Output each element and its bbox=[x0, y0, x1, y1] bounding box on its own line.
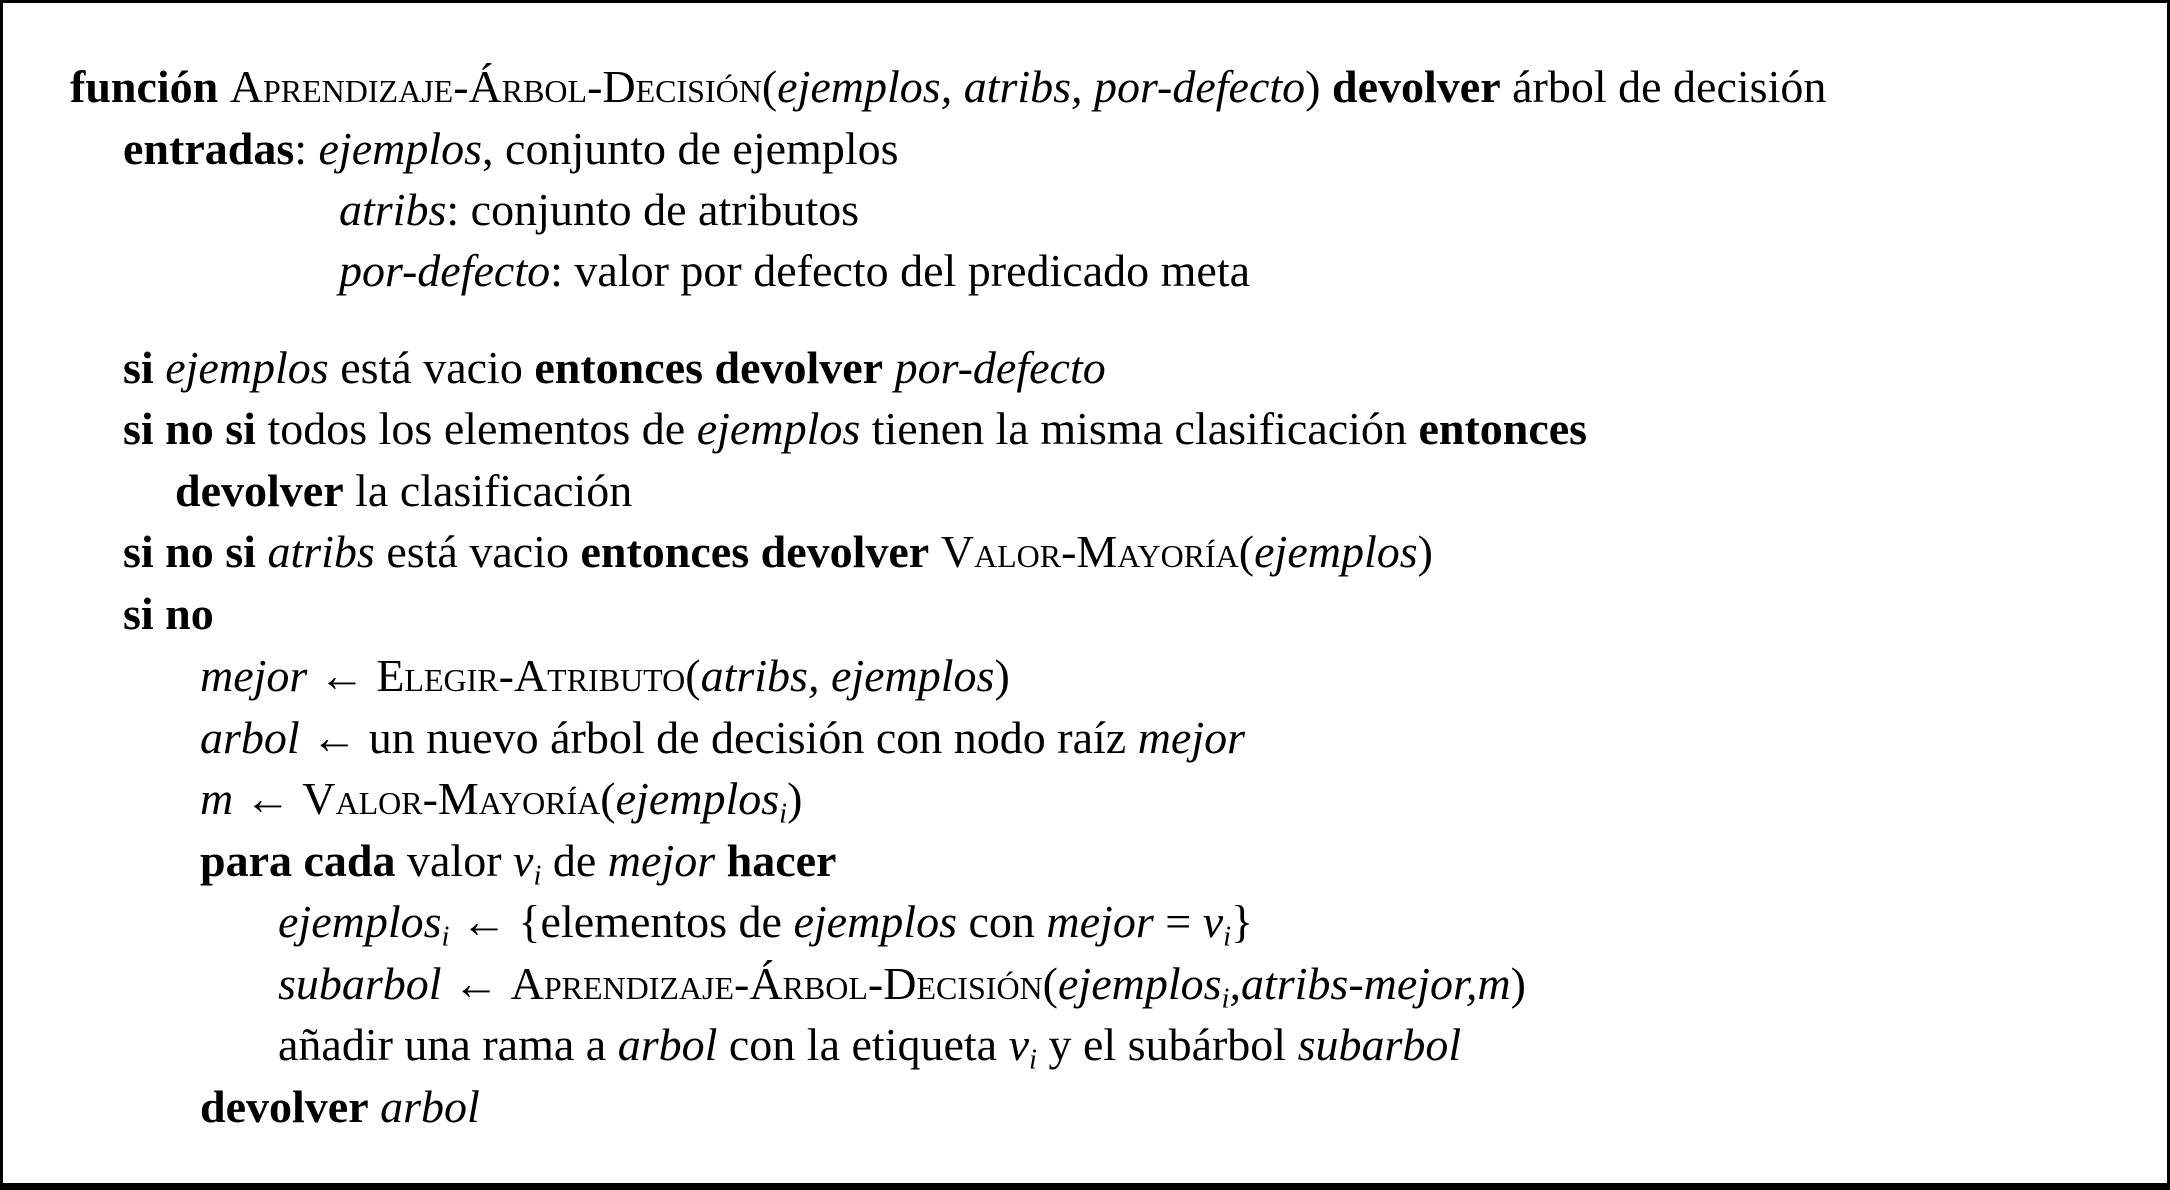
input-desc: , conjunto de ejemplos bbox=[482, 123, 899, 174]
paren-close: ) bbox=[1417, 526, 1433, 577]
keyword-si-no: si no bbox=[123, 588, 214, 639]
var-m: m bbox=[200, 773, 234, 824]
var-ejemplos: ejemplos bbox=[615, 773, 780, 824]
subscript-i: i bbox=[1223, 921, 1232, 953]
var-mejor: mejor bbox=[607, 835, 716, 886]
function-args: atribs, ejemplos bbox=[700, 650, 995, 701]
text: está vacio bbox=[386, 526, 569, 577]
keyword-entonces: entonces bbox=[1418, 403, 1588, 454]
assign-arrow: ← bbox=[318, 650, 365, 701]
text: elementos de bbox=[540, 896, 782, 947]
keyword-entradas: entradas bbox=[123, 123, 295, 174]
line-if-empty bbox=[123, 342, 1106, 393]
subscript-i: i bbox=[779, 798, 788, 830]
var-arbol: arbol bbox=[617, 1019, 718, 1070]
var-arbol: arbol bbox=[200, 712, 300, 763]
line-elif-no-attrs bbox=[123, 526, 1433, 577]
colon: : bbox=[294, 123, 308, 174]
equals-sign: = bbox=[1165, 896, 1192, 947]
line-assign-m bbox=[200, 773, 803, 830]
keyword-devolver: devolver bbox=[200, 1081, 369, 1132]
keyword-entonces-devolver: entonces devolver bbox=[534, 342, 884, 393]
paren-open: ( bbox=[685, 650, 701, 701]
var-ejemplos: ejemplos bbox=[793, 896, 957, 947]
paren-close: ) bbox=[1510, 958, 1526, 1009]
input-desc: : valor por defecto del predicado meta bbox=[550, 245, 1251, 296]
var-subarbol: subarbol bbox=[278, 958, 442, 1009]
line-function-header bbox=[70, 61, 1827, 112]
function-args: ,atribs-mejor,m bbox=[1229, 958, 1511, 1009]
function-name: Elegir-Atributo bbox=[376, 650, 686, 701]
text: añadir una rama a bbox=[278, 1019, 607, 1070]
subscript-i: i bbox=[441, 921, 450, 953]
text: tienen la misma clasificación bbox=[871, 403, 1407, 454]
paren-close: ) bbox=[994, 650, 1010, 701]
function-name: Aprendizaje-Árbol-Decisión bbox=[229, 61, 762, 112]
paren-open: ( bbox=[1238, 526, 1255, 577]
var-ejemplos: ejemplos bbox=[165, 342, 329, 393]
var-subarbol: subarbol bbox=[1297, 1019, 1462, 1070]
var-ejemplos: ejemplos bbox=[1254, 526, 1418, 577]
keyword-si-no-si: si no si bbox=[123, 403, 256, 454]
brace-open: { bbox=[518, 896, 541, 947]
text: está vacio bbox=[340, 342, 523, 393]
text: un nuevo árbol de decisión con nodo raíz bbox=[368, 712, 1127, 763]
keyword-funcion: función bbox=[70, 61, 219, 112]
text: y el subárbol bbox=[1048, 1019, 1287, 1070]
line-input-atribs bbox=[339, 184, 860, 235]
line-assign-mejor bbox=[200, 650, 1010, 701]
line-inputs bbox=[123, 123, 899, 174]
var-mejor: mejor bbox=[200, 650, 308, 701]
var-mejor: mejor bbox=[1137, 712, 1246, 763]
line-input-por-defecto bbox=[339, 245, 1251, 296]
assign-arrow: ← bbox=[244, 773, 291, 824]
keyword-hacer: hacer bbox=[726, 835, 837, 886]
var-por-defecto: por-defecto bbox=[894, 342, 1106, 393]
text: con la etiqueta bbox=[728, 1019, 998, 1070]
keyword-si: si bbox=[123, 342, 154, 393]
keyword-devolver: devolver bbox=[175, 465, 344, 516]
var-v: v bbox=[513, 835, 534, 886]
line-for-each bbox=[200, 835, 837, 892]
line-return-class bbox=[175, 465, 633, 516]
text: de bbox=[552, 835, 597, 886]
var-ejemplos: ejemplos bbox=[318, 123, 483, 174]
line-elif-same-class bbox=[123, 403, 1588, 454]
input-desc: : conjunto de atributos bbox=[446, 184, 860, 235]
arg-ejemplos: ejemplos bbox=[1058, 958, 1222, 1009]
var-por-defecto: por-defecto bbox=[339, 245, 551, 296]
var-ejemplos: ejemplos bbox=[278, 896, 442, 947]
keyword-si-no-si: si no si bbox=[123, 526, 256, 577]
text: valor bbox=[407, 835, 502, 886]
paren-open: ( bbox=[1042, 958, 1058, 1009]
function-name: Aprendizaje-Árbol-Decisión bbox=[510, 958, 1043, 1009]
paren-close: ) bbox=[787, 773, 803, 824]
text: con bbox=[968, 896, 1035, 947]
function-name: Valor-Mayoría bbox=[302, 773, 601, 824]
line-assign-arbol bbox=[200, 712, 1246, 763]
subscript-i: i bbox=[1029, 1044, 1037, 1076]
line-add-branch bbox=[278, 1019, 1462, 1076]
paren-open: ( bbox=[600, 773, 616, 824]
subscript-i: i bbox=[1221, 983, 1230, 1015]
assign-arrow: ← bbox=[460, 896, 507, 947]
var-atribs: atribs bbox=[267, 526, 375, 577]
line-assign-subarbol bbox=[278, 958, 1526, 1015]
function-name: Valor-Mayoría bbox=[940, 526, 1239, 577]
text: todos los elementos de bbox=[267, 403, 686, 454]
brace-close: } bbox=[1231, 896, 1254, 947]
var-arbol: arbol bbox=[380, 1081, 480, 1132]
var-ejemplos: ejemplos bbox=[696, 403, 861, 454]
var-v: v bbox=[1202, 896, 1224, 947]
return-type: árbol de decisión bbox=[1512, 61, 1827, 112]
keyword-devolver: devolver bbox=[1332, 61, 1501, 112]
assign-arrow: ← bbox=[453, 958, 500, 1009]
var-mejor: mejor bbox=[1046, 896, 1154, 947]
line-assign-ejemplos-i bbox=[278, 896, 1254, 953]
keyword-entonces-devolver: entonces devolver bbox=[580, 526, 930, 577]
line-else bbox=[123, 588, 214, 639]
assign-arrow: ← bbox=[311, 712, 358, 763]
paren-open: ( bbox=[761, 61, 778, 112]
text: la clasificación bbox=[355, 465, 633, 516]
var-atribs: atribs bbox=[339, 184, 447, 235]
paren-close: ) bbox=[1305, 61, 1321, 112]
keyword-para-cada: para cada bbox=[200, 835, 396, 886]
line-return-arbol bbox=[200, 1081, 480, 1132]
var-v: v bbox=[1008, 1019, 1030, 1070]
subscript-i: i bbox=[533, 860, 542, 892]
function-args: ejemplos, atribs, por-defecto bbox=[777, 61, 1306, 112]
